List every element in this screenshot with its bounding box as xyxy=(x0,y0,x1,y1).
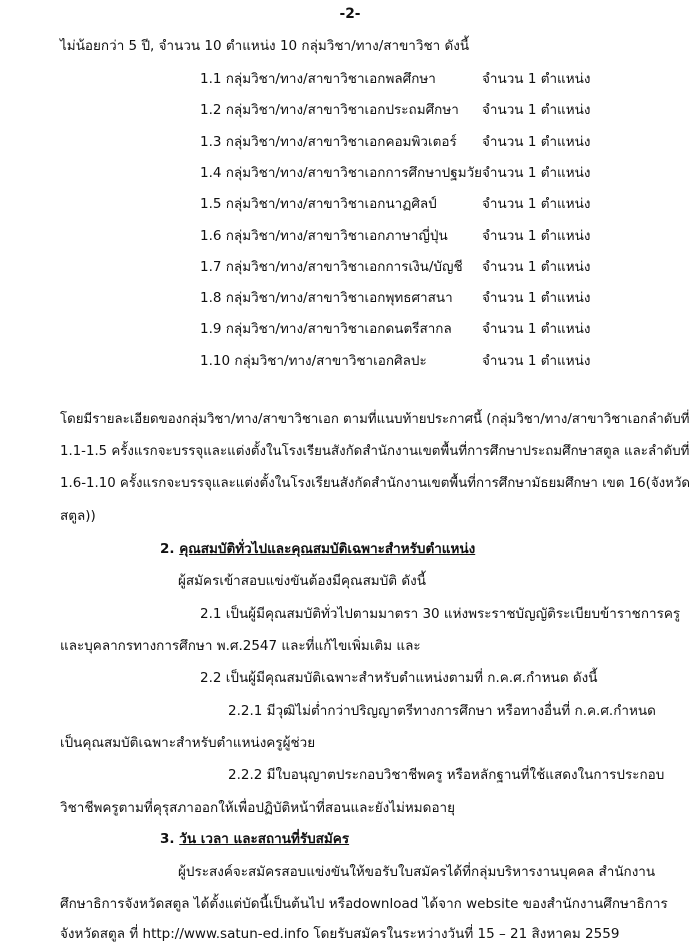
position-item-label: 1.10 กลุ่มวิชา/ทาง/สาขาวิชาเอกศิลปะ xyxy=(200,353,427,369)
position-item-count: จำนวน 1 ตำแหน่ง xyxy=(482,134,591,150)
position-item-count: จำนวน 1 ตำแหน่ง xyxy=(482,165,591,181)
section-2-title: คุณสมบัติทั่วไปและคุณสมบัติเฉพาะสำหรับตำแหน่ง xyxy=(179,541,476,557)
clause-2-2-1-line-1: 2.2.1 มีวุฒิไม่ต่ำกว่าปริญญาตรีทางการศึกษา หรือทางอื่นที่ ก.ค.ศ.กำหนด xyxy=(228,703,656,719)
position-item-label: 1.9 กลุ่มวิชา/ทาง/สาขาวิชาเอกดนตรีสากล xyxy=(200,321,452,337)
position-item-count: จำนวน 1 ตำแหน่ง xyxy=(482,228,591,244)
clause-2-2: 2.2 เป็นผู้มีคุณสมบัติเฉพาะสำหรับตำแหน่งตามที่ ก.ค.ศ.กำหนด ดังนี้ xyxy=(200,670,598,686)
position-item-count: จำนวน 1 ตำแหน่ง xyxy=(482,353,591,369)
position-item-count: จำนวน 1 ตำแหน่ง xyxy=(482,71,591,87)
clause-2-1-line-2: และบุคลากรทางการศึกษา พ.ศ.2547 และที่แก้ไขเพิ่มเติม และ xyxy=(60,638,421,654)
position-item-count: จำนวน 1 ตำแหน่ง xyxy=(482,321,591,337)
position-item-count: จำนวน 1 ตำแหน่ง xyxy=(482,259,591,275)
position-item-label: 1.7 กลุ่มวิชา/ทาง/สาขาวิชาเอกการเงิน/บัญชี xyxy=(200,259,463,275)
position-item-count: จำนวน 1 ตำแหน่ง xyxy=(482,102,591,118)
clause-2-2-2-line-1: 2.2.2 มีใบอนุญาตประกอบวิชาชีพครู หรือหลักฐานที่ใช้แสดงในการประกอบ xyxy=(228,767,665,783)
section-3-title: วัน เวลา และสถานที่รับสมัคร xyxy=(179,831,350,847)
position-item-label: 1.6 กลุ่มวิชา/ทาง/สาขาวิชาเอกภาษาญี่ปุ่น xyxy=(200,228,448,244)
position-item-count: จำนวน 1 ตำแหน่ง xyxy=(482,196,591,212)
page-number: -2- xyxy=(339,6,361,22)
position-item-label: 1.3 กลุ่มวิชา/ทาง/สาขาวิชาเอกคอมพิวเตอร์ xyxy=(200,134,457,150)
detail-line-4: สตูล)) xyxy=(60,508,96,524)
detail-line-3: 1.6-1.10 ครั้งแรกจะบรรจุและแต่งตั้งในโรงเรียนสังกัดสำนักงานเขตพื้นที่การศึกษามัธยมศึกษา เขต 16(จังหวัด xyxy=(60,476,691,491)
position-item-label: 1.4 กลุ่มวิชา/ทาง/สาขาวิชาเอกการศึกษาปฐมวัย xyxy=(200,165,483,181)
detail-line-1: โดยมีรายละเอียดของกลุ่มวิชา/ทาง/สาขาวิชาเอก ตามที่แนบท้ายประกาศนี้ (กลุ่มวิชา/ทาง/สาขาวิชาเอกลำดับที่ xyxy=(60,412,690,427)
clause-2-1-line-1: 2.1 เป็นผู้มีคุณสมบัติทั่วไปตามมาตรา 30 แห่งพระราชบัญญัติระเบียบข้าราชการครู xyxy=(200,606,681,622)
section-3-heading xyxy=(160,827,349,849)
detail-line-2: 1.1-1.5 ครั้งแรกจะบรรจุและแต่งตั้งในโรงเรียนสังกัดสำนักงานเขตพื้นที่การศึกษาประถมศึกษาสตูล และลำดับที่ xyxy=(60,444,690,459)
intro-line: ไม่น้อยกว่า 5 ปี, จำนวน 10 ตำแหน่ง 10 กลุ่มวิชา/ทาง/สาขาวิชา ดังนี้ xyxy=(60,38,470,54)
position-item-label: 1.8 กลุ่มวิชา/ทาง/สาขาวิชาเอกพุทธศาสนา xyxy=(200,290,453,306)
section-3-line-2: ศึกษาธิการจังหวัดสตูล ได้ตั้งแต่บัดนี้เป็นต้นไป หรือdownload ได้จาก website ของสำนักงานศึกษาธิการ xyxy=(60,896,668,912)
section-3-line-1: ผู้ประสงค์จะสมัครสอบแข่งขันให้ขอรับใบสมัครได้ที่กลุ่มบริหารงานบุคคล สำนักงาน xyxy=(178,864,656,880)
clause-2-2-2-line-2: วิชาชีพครูตามที่คุรุสภาออกให้เพื่อปฏิบัติหน้าที่สอนและยังไม่หมดอายุ xyxy=(60,800,456,816)
section-2-number: 2. xyxy=(160,541,180,557)
position-item-label: 1.2 กลุ่มวิชา/ทาง/สาขาวิชาเอกประถมศึกษา xyxy=(200,102,459,118)
clause-2-2-1-line-2: เป็นคุณสมบัติเฉพาะสำหรับตำแหน่งครูผู้ช่วย xyxy=(60,735,316,751)
section-3-number: 3. xyxy=(160,831,180,847)
section-2-lead: ผู้สมัครเข้าสอบแข่งขันต้องมีคุณสมบัติ ดังนี้ xyxy=(178,573,426,589)
position-item-label: 1.1 กลุ่มวิชา/ทาง/สาขาวิชาเอกพลศึกษา xyxy=(200,71,436,87)
position-item-count: จำนวน 1 ตำแหน่ง xyxy=(482,290,591,306)
section-2-heading xyxy=(160,537,475,559)
section-3-line-3: จังหวัดสตูล ที่ http://www.satun-ed.info โดยรับสมัครในระหว่างวันที่ 15 – 21 สิงหาคม 2559 xyxy=(60,926,620,942)
position-item-label: 1.5 กลุ่มวิชา/ทาง/สาขาวิชาเอกนาฏศิลป์ xyxy=(200,196,437,212)
